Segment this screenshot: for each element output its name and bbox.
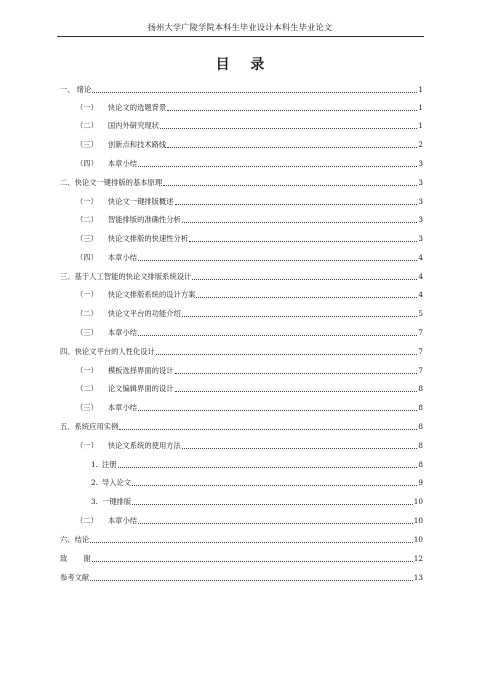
toc-entry (91, 496, 423, 508)
toc-entry-title: 创新点和技术路线 (107, 140, 167, 149)
toc-entry-marker: 五、 (60, 422, 75, 431)
toc-entry-marker: （四） (76, 253, 98, 262)
toc-entry-title: 论文编辑界面的设计 (107, 384, 174, 393)
toc-entry (91, 459, 423, 471)
toc-entry-leader (182, 316, 417, 317)
toc-entry-leader (138, 166, 417, 167)
toc-entry (76, 196, 423, 208)
toc-entry-title: 本章小结 (107, 516, 138, 525)
toc-entry-leader (92, 561, 413, 562)
toc-entry (60, 346, 423, 358)
toc-entry (76, 102, 423, 114)
toc-entry-marker: （二） (76, 215, 98, 224)
toc-entry-leader (182, 222, 417, 223)
toc-entry-marker: 四、 (60, 347, 75, 356)
toc-entry-leader (160, 128, 417, 129)
toc-entry-marker: （一） (76, 366, 98, 375)
toc-entry-page-number: 7 (418, 328, 423, 337)
toc-entry-page-number: 1 (418, 103, 423, 112)
toc-entry-leader (138, 523, 413, 524)
toc-entry-marker: 3. (91, 497, 98, 506)
toc-entry-marker: （二） (76, 121, 98, 130)
toc-entry-page-number: 10 (413, 497, 423, 506)
toc-entry-leader (138, 410, 417, 411)
toc-entry-title: 一键排版 (101, 497, 132, 506)
toc-entry-title: 快论文的选题背景 (107, 103, 167, 112)
toc-entry-page-number: 3 (418, 197, 423, 206)
toc-entry (76, 139, 423, 151)
toc-entry-title: 注册 (101, 460, 117, 469)
toc-entry-page-number: 8 (418, 441, 423, 450)
toc-entry-title: 本章小结 (107, 159, 138, 168)
toc-entry-page-number: 4 (418, 272, 423, 281)
toc-entry-page-number: 3 (418, 234, 423, 243)
toc-entry-title: 本章小结 (107, 328, 138, 337)
toc-entry (76, 120, 423, 132)
toc-entry-page-number: 3 (418, 159, 423, 168)
toc-entry-page-number: 9 (418, 478, 423, 487)
toc-entry-title: 本章小结 (107, 403, 138, 412)
toc-entry-marker: （二） (76, 384, 98, 393)
toc-entry (76, 289, 423, 301)
toc-entry (60, 421, 423, 433)
toc-entry-leader (118, 467, 417, 468)
toc-entry-page-number: 4 (418, 290, 423, 299)
toc-entry (76, 515, 423, 527)
toc-entry-title: 模板选择界面的设计 (107, 366, 174, 375)
toc-entry-leader (175, 391, 417, 392)
toc-entry-title: 快论文排版的快速性分析 (107, 234, 189, 243)
toc-entry (76, 214, 423, 226)
toc-entry-marker: 三、 (60, 272, 75, 281)
toc-entry-marker: （一） (76, 290, 98, 299)
toc-entry-title: 本章小结 (107, 253, 138, 262)
toc-entry-leader (156, 354, 417, 355)
toc-entry-leader (167, 110, 417, 111)
toc-entry-leader (138, 335, 417, 336)
toc-entry-marker: （二） (76, 309, 98, 318)
toc-entry-leader (92, 92, 417, 93)
toc-entry-page-number: 1 (418, 121, 423, 130)
toc-entry-marker: （一） (76, 197, 98, 206)
toc-entry-title: 结论 (74, 535, 90, 544)
toc-entry-marker: 一、 (60, 85, 75, 94)
toc-entry (60, 553, 423, 565)
toc-entry-page-number: 10 (413, 516, 423, 525)
toc-entry-leader (90, 580, 413, 581)
toc-entry-leader (90, 542, 413, 543)
toc-entry-title: 快论文排版系统的设计方案 (107, 290, 196, 299)
toc-entry-leader (189, 241, 417, 242)
toc-entry-title: 基于人工智能的快论文排版系统设计 (74, 272, 192, 281)
toc-entry-leader (167, 147, 417, 148)
toc-entry (76, 233, 423, 245)
toc-entry-page-number: 2 (418, 140, 423, 149)
toc-entry (60, 84, 423, 96)
toc-entry-title: 谢 (83, 554, 91, 563)
toc-entry (60, 271, 423, 283)
toc-entry-page-number: 8 (418, 422, 423, 431)
toc-entry-marker: （四） (76, 159, 98, 168)
toc-entry-leader (132, 485, 417, 486)
toc-entry (60, 177, 423, 189)
toc-entry-title: 快论文平台的人性化设计 (74, 347, 155, 356)
toc-entry (76, 402, 423, 414)
toc-entry (76, 158, 423, 170)
toc-entry-title: 快论文一键排版的基本原理 (74, 178, 163, 187)
toc-entry-marker: 六、 (60, 535, 75, 544)
toc-entry-page-number: 3 (418, 178, 423, 187)
toc-entry-page-number: 3 (418, 215, 423, 224)
toc-entry-page-number: 8 (418, 403, 423, 412)
toc-entry-leader (138, 260, 417, 261)
toc-entry-page-number: 7 (418, 366, 423, 375)
header-divider (57, 36, 424, 37)
toc-entry-title: 绪论 (76, 85, 92, 94)
toc-entry (76, 327, 423, 339)
toc-entry-marker: （三） (76, 140, 98, 149)
toc-entry-marker: （二） (76, 516, 98, 525)
toc-entry-marker: （三） (76, 234, 98, 243)
toc-entry (76, 440, 423, 452)
toc-entry-marker: 二、 (60, 178, 75, 187)
toc-entry-page-number: 5 (418, 309, 423, 318)
toc-entry-marker: （三） (76, 328, 98, 337)
toc-entry (76, 365, 423, 377)
page-header: 扬州大学广陵学院本科生毕业设计本科生毕业论文 (147, 22, 333, 32)
toc-entry-marker: （一） (76, 103, 98, 112)
toc-entry-page-number: 10 (413, 535, 423, 544)
toc-entry-leader (192, 279, 417, 280)
toc-entry-title: 系统应用实例 (74, 422, 119, 431)
toc-entry-page-number: 12 (413, 554, 423, 563)
toc-entry-title: 快论文系统的使用方法 (107, 441, 181, 450)
toc-entry-marker: （一） (76, 441, 98, 450)
toc-entry-leader (132, 504, 413, 505)
toc-entry-leader (175, 204, 417, 205)
toc-entry (76, 383, 423, 395)
toc-entry-page-number: 1 (418, 85, 423, 94)
toc-entry-leader (119, 429, 417, 430)
toc-entry-marker: 1. (91, 460, 98, 469)
toc-entry-marker: 2. (91, 478, 98, 487)
toc-entry-marker: 致 (60, 554, 68, 563)
toc-entry (76, 308, 423, 320)
page-title: 目 录 (215, 57, 273, 73)
toc-entry-page-number: 8 (418, 460, 423, 469)
toc-entry-page-number: 8 (418, 384, 423, 393)
toc-entry (60, 572, 423, 584)
toc-entry-page-number: 4 (418, 253, 423, 262)
toc-entry (91, 477, 423, 489)
toc-entry-marker: （三） (76, 403, 98, 412)
toc-entry-marker: 参考文献 (60, 573, 90, 582)
toc-entry-leader (196, 297, 417, 298)
toc-entry-title: 国内外研究现状 (107, 121, 159, 130)
toc-entry-page-number: 7 (418, 347, 423, 356)
toc-entry-leader (163, 185, 417, 186)
toc-entry-title: 导入论文 (101, 478, 132, 487)
toc-entry (60, 534, 423, 546)
toc-entry-leader (182, 448, 417, 449)
toc-entry (76, 252, 423, 264)
toc-entry-title: 快论文一键排版概述 (107, 197, 174, 206)
toc-entry-title: 智能排版的准确性分析 (107, 215, 181, 224)
toc-entry-title: 快论文平台的功能介绍 (107, 309, 181, 318)
toc-entry-leader (175, 373, 417, 374)
toc-entry-page-number: 13 (413, 573, 423, 582)
